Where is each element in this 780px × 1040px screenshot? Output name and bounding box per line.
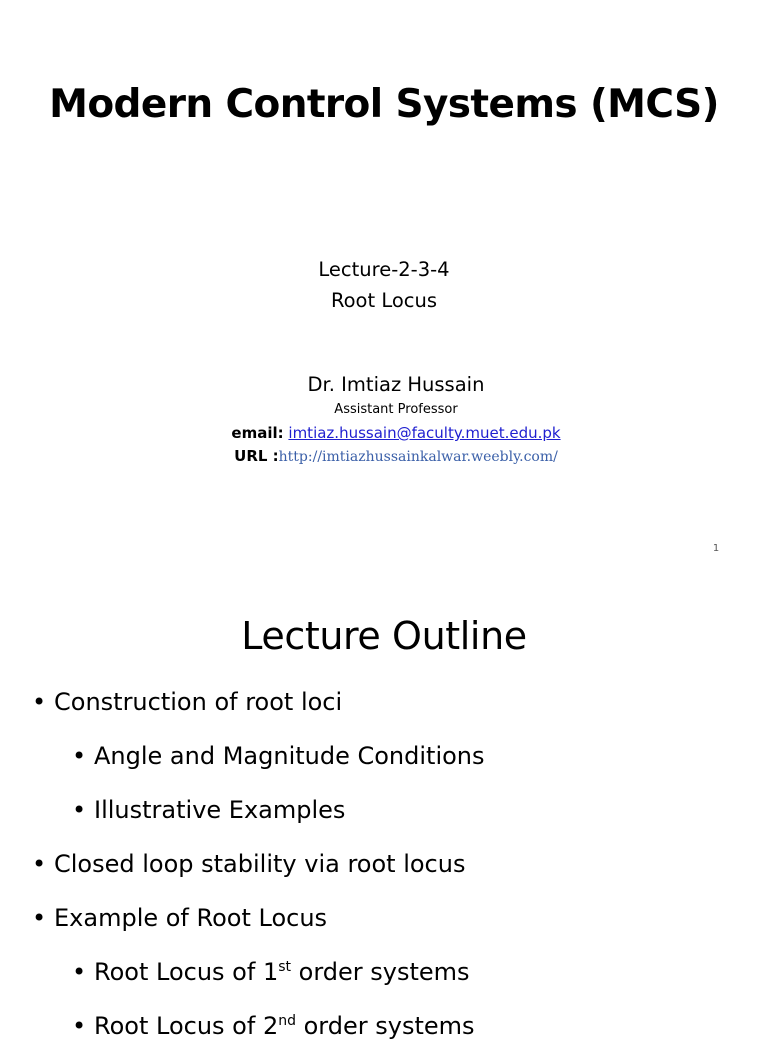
slide-title-heading: Modern Control Systems (MCS)	[49, 82, 719, 127]
bullet-icon: •	[72, 1012, 87, 1040]
outline-subitem	[72, 742, 485, 770]
email-line	[12, 424, 780, 442]
author-position: Assistant Professor	[334, 402, 458, 417]
page-number: 1	[712, 543, 720, 554]
lecture-number: Lecture-2-3-4	[318, 258, 450, 281]
bullet-icon: •	[32, 688, 47, 716]
bullet-icon: •	[72, 742, 87, 770]
outline-item-text: Example of Root Locus	[54, 904, 328, 932]
email-label: email:	[231, 424, 284, 442]
ordinal-suffix: st	[278, 959, 292, 975]
outline-item	[32, 904, 327, 932]
bullet-icon: •	[72, 958, 87, 986]
outline-subitem	[72, 796, 345, 824]
bullet-icon: •	[32, 904, 47, 932]
outline-subitem-text: Root Locus of 1	[94, 958, 279, 986]
outline-subitem	[72, 1012, 475, 1040]
url-link[interactable]: http://imtiazhussainkalwar.weebly.com/	[278, 449, 558, 465]
slide-outline	[0, 578, 768, 1040]
outline-subitem-text: Angle and Magnitude Conditions	[94, 742, 485, 770]
outline-subitem-text: order systems	[291, 958, 470, 986]
url-label: URL :	[234, 447, 279, 465]
ordinal-suffix: nd	[278, 1013, 296, 1029]
outline-item-text: Construction of root loci	[54, 688, 343, 716]
email-link[interactable]: imtiaz.hussain@faculty.muet.edu.pk	[288, 424, 561, 442]
lecture-topic: Root Locus	[330, 289, 438, 312]
outline-item	[32, 688, 342, 716]
bullet-icon: •	[72, 796, 87, 824]
outline-item-text: Closed loop stability via root locus	[54, 850, 466, 878]
outline-subitem	[72, 958, 470, 986]
outline-heading: Lecture Outline	[241, 614, 527, 658]
outline-item	[32, 850, 465, 878]
outline-subitem-text: Root Locus of 2	[94, 1012, 279, 1040]
outline-subitem-text: Illustrative Examples	[94, 796, 346, 824]
bullet-icon: •	[32, 850, 47, 878]
outline-subitem-text: order systems	[295, 1012, 475, 1040]
author-name: Dr. Imtiaz Hussain	[307, 373, 485, 396]
url-line	[12, 447, 780, 465]
